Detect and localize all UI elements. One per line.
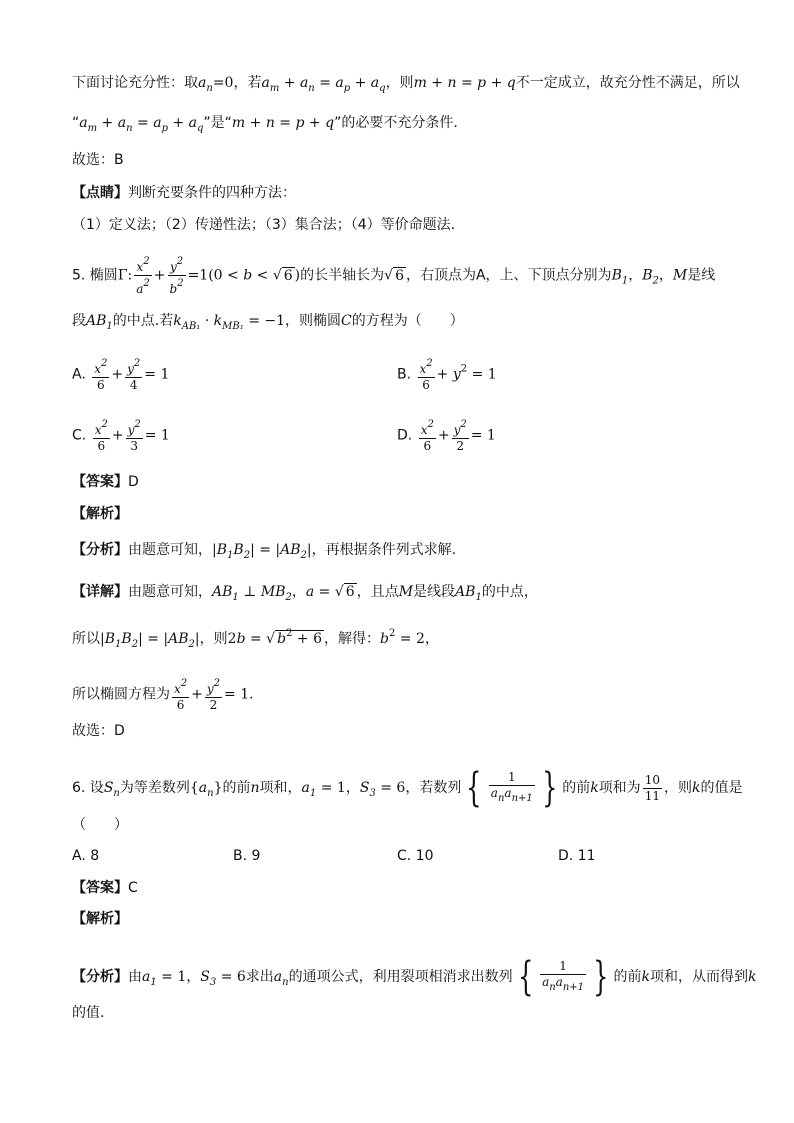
text: 所以 xyxy=(72,631,100,647)
detail-tag: 【详解】 xyxy=(72,584,128,600)
text: 项和为 xyxy=(598,780,641,796)
text: 判断充要条件的四种方法： xyxy=(128,185,296,201)
text: 的前 xyxy=(562,780,591,796)
fx-tag: 【分析】 xyxy=(72,969,128,985)
q5-option-b: B. $\frac{x^2}{6}$ + $y^2 = 1$ xyxy=(397,358,497,392)
text: 是线 xyxy=(687,267,716,284)
q6-stem-line-1: 6. 设$S_n$为等差数列$\{a_n\}$的前n项和，$a_1 = 1$，$S_3 = 6$，若数列 { $\frac{1}{a_na_{n+1}}$ } 的前k项和为 $\frac{10}{11}$ ，则k的值是 xyxy=(72,765,743,811)
q5-stem-line-1: 5. 椭圆Γ: $\frac{x^2}{a^2}$ + $\frac{y^2}{b^2}$ =1(0 < b < √ 6 )的长半轴长为√ 6 ，右顶点为A，上、下顶点分别为$B_1$，$B_2$，M是线 xyxy=(72,256,716,296)
text: ，则 xyxy=(663,780,692,796)
text: ，解得： xyxy=(323,631,380,647)
q5-analysis-tag xyxy=(72,504,128,524)
text: 的长半轴长为 xyxy=(300,267,385,284)
text: 由 xyxy=(128,969,142,985)
text: ， xyxy=(345,780,360,796)
text: ”的必要不充分条件. xyxy=(334,115,458,131)
q6-option-a: A. 8 xyxy=(72,848,100,864)
text: 的通项公式，利用裂项相消求出数列 xyxy=(288,969,513,985)
q5-so-line-1: 所以$|B_1B_2| = |AB_2|$，则2b = √ $b^2 + 6$ ，解得：$b^2 = 2$， xyxy=(72,628,439,650)
answer-value: C xyxy=(128,880,138,896)
option-label: D. xyxy=(397,427,413,444)
answer-tag: 【答案】 xyxy=(72,474,128,490)
q5-analysis-line: 【分析】由题意可知，$|B_1B_2| = |AB_2|$，再根据条件列式求解. xyxy=(72,542,457,561)
text: 6. 设 xyxy=(72,780,104,796)
text: 由题意可知， xyxy=(128,584,212,600)
fx-tag: 【分析】 xyxy=(72,542,128,558)
q5-choose: 故选：D xyxy=(72,723,125,739)
option-label: B. xyxy=(397,366,412,383)
q6-answer xyxy=(72,878,138,898)
text: ， xyxy=(628,267,643,284)
text: ，则椭圆 xyxy=(285,313,342,329)
text: ，则 xyxy=(199,631,228,647)
text: 的前 xyxy=(613,969,642,985)
q5-option-c: C. $\frac{x^2}{6}$ + $\frac{y^2}{3}$ = 1 xyxy=(72,419,170,453)
tip-line xyxy=(72,183,296,203)
q5-stem-line-2: 段$AB_1$的中点.若$k_{AB_1} \cdot k_{MB_1} = -1$，则椭圆C的方程为（ ） xyxy=(72,313,464,332)
q6-option-c: C. 10 xyxy=(397,848,434,864)
text: 下面讨论充分性：取 xyxy=(72,75,198,91)
q5-option-d: D. $\frac{x^2}{6}$ + $\frac{y^2}{2}$ = 1 xyxy=(397,419,496,453)
text: 求出 xyxy=(245,969,274,985)
text: ，且点 xyxy=(356,584,399,600)
tip-tag: 【点睛】 xyxy=(72,185,128,201)
q6-analysis-line: 【分析】由$a_1 = 1$，$S_3 = 6$求出$a_n$的通项公式，利用裂项相消求出数列 { $\frac{1}{a_na_{n+1}}$ } 的前k项和，从而得到k xyxy=(72,954,757,1000)
text: ， xyxy=(424,631,439,647)
analysis-tag: 【解析】 xyxy=(72,911,128,927)
text: 是线段 xyxy=(413,584,456,600)
option-label: A. xyxy=(72,366,86,383)
text: “ xyxy=(72,115,80,131)
text: ，则 xyxy=(385,75,414,91)
text: ， xyxy=(658,267,673,284)
text: 的中点.若 xyxy=(112,313,174,329)
text: 的前 xyxy=(222,780,251,796)
q6-analysis-end: 的值. xyxy=(72,1005,105,1021)
q6-paren: （ ） xyxy=(72,817,128,833)
analysis-tag: 【解析】 xyxy=(72,506,128,522)
text: ，右顶点为A，上、下顶点分别为 xyxy=(405,267,612,284)
text: ， xyxy=(186,969,201,985)
text: 的中点， xyxy=(481,584,538,600)
q5-answer xyxy=(72,472,139,492)
text: ， xyxy=(291,584,306,600)
text: 不一定成立，故充分性不满足，所以 xyxy=(515,75,740,91)
answer-value: D xyxy=(128,474,139,490)
text-line-1: 下面讨论充分性：取$a_n=0$，若$a_m + a_n = a_p + a_q$，则m + n = p + q不一定成立，故充分性不满足，所以 xyxy=(72,75,740,94)
q5-detail-line: 【详解】由题意可知，$AB_1$ ⊥ $MB_2$，a = √ 6 ，且点M是线段$AB_1$的中点， xyxy=(72,584,538,603)
q6-option-b: B. 9 xyxy=(233,848,261,864)
text: 的值是 xyxy=(700,780,743,796)
text: ，若 xyxy=(233,75,262,91)
q6-analysis-tag xyxy=(72,909,128,929)
text: 由题意可知， xyxy=(128,542,212,558)
q5-option-a: A. $\frac{x^2}{6}$ + $\frac{y^2}{4}$ = 1 xyxy=(72,358,170,392)
answer-tag: 【答案】 xyxy=(72,880,128,896)
text: 所以椭圆方程为 xyxy=(72,686,170,703)
text: 为等差数列 xyxy=(119,780,190,796)
q6-option-d: D. 11 xyxy=(558,848,596,864)
text: 段 xyxy=(72,313,86,329)
text: 5. 椭圆 xyxy=(72,267,118,284)
text: ”是“ xyxy=(203,115,232,131)
q5-so-line-2: 所以椭圆方程为 $\frac{x^2}{6}$ + $\frac{y^2}{2}$ = 1. xyxy=(72,678,254,712)
methods-line: （1）定义法；（2）传递性法；（3）集合法；（4）等价命题法. xyxy=(72,217,456,233)
text-line-2: “$a_m + a_n = a_p + a_q$”是“m + n = p + q”的必要不充分条件. xyxy=(72,115,458,134)
text: ，再根据条件列式求解. xyxy=(311,542,457,558)
text-line-3: 故选：B xyxy=(72,152,124,168)
text: 项和，从而得到 xyxy=(649,969,748,985)
text: 项和， xyxy=(259,780,302,796)
text: 的方程为（ ） xyxy=(351,313,464,329)
text: ，若数列 xyxy=(405,780,462,796)
option-label: C. xyxy=(72,427,87,444)
